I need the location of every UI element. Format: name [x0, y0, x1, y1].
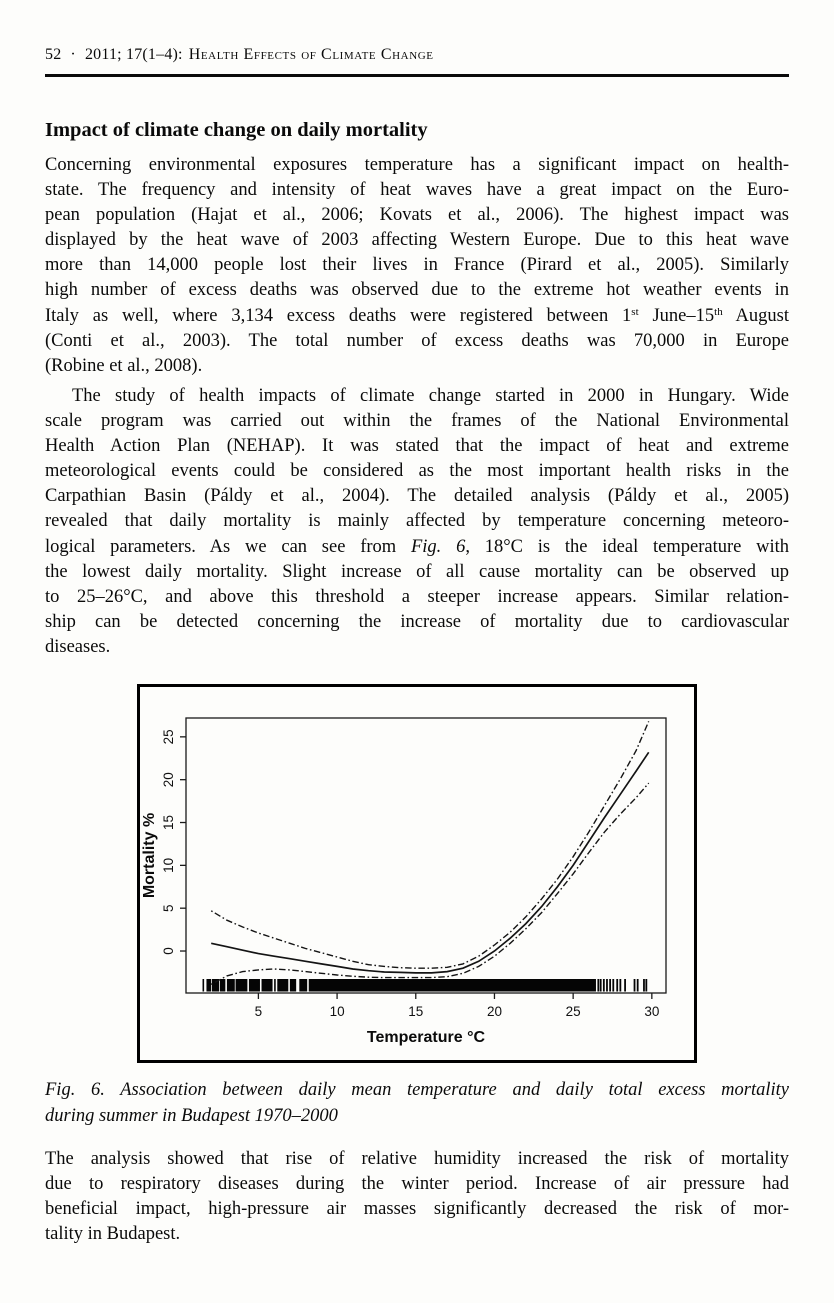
page-number: 52 [45, 46, 62, 63]
y-tick-label: 10 [161, 857, 176, 873]
x-tick-label: 25 [565, 1004, 581, 1019]
rug-band [277, 979, 288, 992]
rug-band [203, 979, 205, 992]
text-line: (Conti et al., 2003). The total number of excess deaths was 70,000 in Europe [45, 330, 789, 351]
y-tick-label: 15 [161, 815, 176, 831]
paragraph-2 [45, 384, 789, 660]
paragraph-1 [45, 153, 789, 379]
text-line: logical parameters. As we can see from Fig. 6, 18°C is the ideal temperature with [45, 536, 790, 557]
section-heading: Impact of climate change on daily mortality [45, 119, 428, 141]
mortality-temperature-chart [140, 687, 694, 1060]
x-tick-label: 30 [644, 1004, 660, 1019]
text-line: state. The frequency and intensity of heat waves have a great impact on the Euro- [45, 180, 789, 201]
y-tick-label: 5 [161, 904, 176, 912]
text-line: pean population (Hajat et al., 2006; Kovats et al., 2006). The highest impact was [45, 205, 789, 226]
rug-band [220, 979, 226, 992]
text-line: displayed by the heat wave of 2003 affecting Western Europe. Due to this heat wave [45, 230, 789, 251]
text-line: Concerning environmental exposures temperature has a significant impact on health- [45, 155, 789, 175]
lower-confidence-band-curve [211, 783, 649, 984]
text-line: more than 14,000 people lost their lives in France (Pirard et al., 2005). Similarly [45, 255, 789, 276]
x-tick-label: 5 [254, 1004, 263, 1019]
text-line: meteorological events could be considered as the most important health risks in the [45, 461, 789, 482]
rug-band [206, 979, 211, 992]
upper-confidence-band-curve [211, 721, 649, 968]
page-header [45, 46, 789, 64]
text-line: beneficial impact, high-pressure air masses significantly decreased the risk of mor- [45, 1199, 789, 1220]
rug-band [262, 979, 273, 992]
journal-title: Health Effects of Climate Change [188, 46, 434, 63]
figure-6-caption [45, 1078, 789, 1129]
rug-band [299, 979, 307, 992]
text-line: during summer in Budapest 1970–2000 [45, 1105, 338, 1126]
header-separator-dot: · [70, 46, 76, 63]
figure-6 [137, 684, 697, 1063]
paragraph-3 [45, 1147, 789, 1247]
text-line: Carpathian Basin (Páldy et al., 2004). The detailed analysis (Páldy et al., 2005) [45, 486, 789, 507]
superscript: th [714, 305, 723, 318]
y-axis-title: Mortality % [141, 812, 158, 899]
superscript: st [631, 305, 639, 318]
header-citation: 2011; 17(1–4): [84, 46, 183, 63]
rug-band [236, 979, 248, 992]
text-line: diseases. [45, 636, 111, 657]
text-line: The analysis showed that rise of relative humidity increased the risk of mortality [45, 1149, 789, 1169]
text-line: Fig. 6. Association between daily mean temperature and daily total excess mortality [45, 1080, 789, 1100]
text-line: scale program was carried out within the frames of the National Environmental [45, 411, 789, 432]
text-line: Italy as well, where 3,134 excess deaths were registered between 1st June–15th August [45, 305, 789, 326]
text-line: Health Action Plan (NEHAP). It was stated that the impact of heat and extreme [45, 436, 789, 457]
y-tick-label: 25 [161, 729, 176, 745]
text-line: (Robine et al., 2008). [45, 355, 203, 376]
text-line: due to respiratory diseases during the winter period. Increase of air pressure had [45, 1174, 789, 1195]
text-line: The study of health impacts of climate change started in 2000 in Hungary. Wide [72, 386, 789, 406]
text-line: high number of excess deaths was observed due to the extreme hot weather events in [45, 280, 789, 301]
rug-band [227, 979, 235, 992]
italic-text: Fig. 6 [410, 536, 466, 557]
text-line: to 25–26°C, and above this threshold a steeper increase appears. Similar relation- [45, 586, 789, 607]
text-line: the lowest daily mortality. Slight increase of all cause mortality can be observed up [45, 561, 789, 582]
y-tick-label: 0 [161, 947, 176, 955]
plot-frame [186, 718, 666, 993]
x-tick-label: 15 [408, 1004, 424, 1019]
rug-band [290, 979, 296, 992]
x-axis-title: Temperature °C [366, 1029, 486, 1046]
rug-band [309, 979, 596, 992]
x-tick-label: 10 [329, 1004, 345, 1019]
y-tick-label: 20 [161, 772, 176, 788]
rug-band [274, 979, 276, 992]
rug-band [249, 979, 260, 992]
header-rule [45, 74, 789, 77]
text-line: revealed that daily mortality is mainly affected by temperature concerning meteoro- [45, 511, 789, 532]
text-line: ship can be detected concerning the increase of mortality due to cardiovascular [45, 611, 789, 632]
x-tick-label: 20 [486, 1004, 502, 1019]
text-line: tality in Budapest. [45, 1224, 181, 1245]
